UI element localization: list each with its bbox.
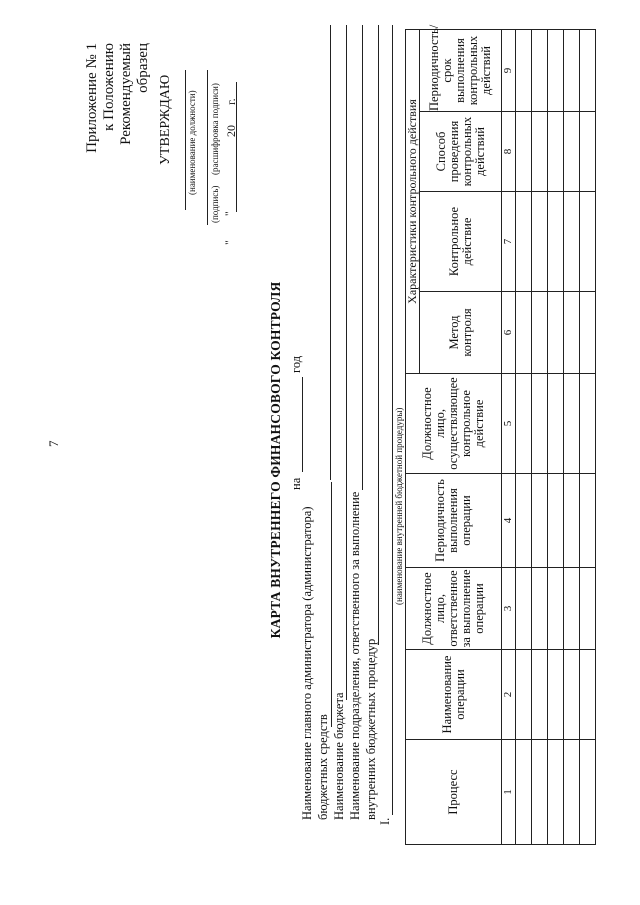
col-header-op-periodicity: Периодичность выполнения операции [406, 474, 502, 568]
num-cell: 5 [502, 374, 516, 474]
number-row [502, 29, 516, 844]
col-header-process: Процесс [406, 740, 502, 845]
signature-line [207, 70, 208, 225]
control-map-table [405, 24, 596, 845]
num-cell: 3 [502, 568, 516, 650]
signature-caption: (подпись) [210, 185, 220, 223]
col-header-action: Контрольное действие [420, 192, 502, 292]
table-row [532, 29, 548, 844]
col-header-way: Способ проведения контрольных действий [420, 112, 502, 192]
num-cell: 6 [502, 292, 516, 374]
unit-label-2: внутренних бюджетных процедур [364, 638, 378, 820]
date-quote: " " [222, 211, 236, 245]
budget-label: Наименование бюджета [332, 692, 346, 820]
table-row [580, 29, 596, 844]
page-number: 7 [46, 440, 61, 447]
col-header-responsible: Должностное лицо, ответственное за выполнение операции [406, 568, 502, 650]
admin-label: Наименование главного администратора (администратора) [300, 506, 314, 820]
procedure-prefix: I. [378, 817, 392, 825]
col-header-operation: Наименование операции [406, 650, 502, 740]
group-header: Характеристики контрольного действия [406, 29, 420, 373]
unit-label: Наименование подразделения, ответственного за выполнение [348, 491, 362, 820]
admin-line-2 [331, 482, 332, 727]
document-title: КАРТА ВНУТРЕННЕГО ФИНАНСОВОГО КОНТРОЛЯ [268, 281, 283, 639]
num-cell: 7 [502, 192, 516, 292]
admin-line-1 [330, 25, 331, 480]
unit-line-2 [378, 25, 379, 645]
approval-title: УТВЕРЖДАЮ [158, 74, 173, 165]
unit-line-1 [362, 25, 363, 490]
appendix-line-3: Рекомендуемый образец [118, 43, 151, 145]
position-line [185, 70, 186, 210]
num-cell: 4 [502, 474, 516, 568]
period-prefix: на [289, 477, 303, 490]
num-cell: 9 [502, 29, 516, 111]
budget-line [346, 25, 347, 700]
appendix-line-1: Приложение № 1 [84, 43, 100, 153]
year-prefix: 20 [224, 125, 238, 137]
num-cell: 8 [502, 112, 516, 192]
procedure-line [392, 25, 393, 815]
admin-label-2: бюджетных средств [316, 714, 330, 820]
col-header-controller: Должностное лицо, осуществляющее контрольное действие [406, 374, 502, 474]
appendix-line-2: к Положению [101, 43, 117, 131]
table-row [548, 29, 564, 844]
period-suffix: год [289, 355, 303, 373]
col-header-term: Периодичность/ срок выполнения контрольных действий [420, 29, 502, 111]
position-caption: (наименование должности) [187, 90, 197, 195]
num-cell: 2 [502, 650, 516, 740]
procedure-caption: (наименование внутренней бюджетной процедуры) [394, 407, 404, 605]
decode-caption: (расшифровка подписи) [210, 83, 220, 175]
num-cell: 1 [502, 740, 516, 845]
table-row [516, 29, 532, 844]
col-header-method: Метод контроля [420, 292, 502, 374]
appendix-block [84, 43, 152, 193]
period-line [302, 377, 303, 472]
table-row [564, 29, 580, 844]
year-suffix: г. [224, 98, 238, 105]
